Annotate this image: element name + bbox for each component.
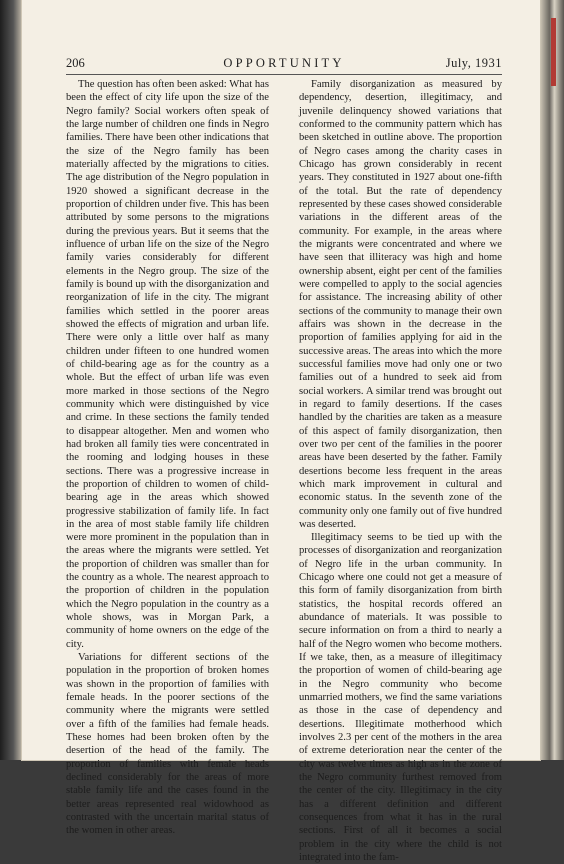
right-page-edges [540,0,564,760]
paragraph: Family disorganization as measured by dependency, desertion, illegitimacy, and juvenile delinquency showed variations that conformed to the community pattern which has been sketched in outline above. The proportion of Negro cases among the charity cases in Chicago has grown considerably in recent years. They constituted in 1927 about one-fifth of the total. But the rate of dependency represented by these cases showed considerable variations in the different areas of the community. For example, in the areas where the migrants were concentrated and where we have seen that illiteracy was high and home ownership absent, eight per cent of the families were compelled to apply to the social agencies for assistance. The increasing ability of other sections of the community to manage their own affairs was shown in the decrease in the proportion of families applying for aid in the successive areas. The areas into which the more successful families move had only one or two families out of a hundred to seek aid from social workers. A similar trend was brought out in regard to family desertions. If the cases handled by the charities are taken as a measure of this aspect of family disorganization, then over two per cent of the families in the poorer areas have been deserted by the father. Family desertions become less frequent in the areas which mark improvement in cultural and economic status. In the seventh zone of the community only one family out of five hundred was deserted. [299,79,502,530]
right-column [299,78,502,864]
paragraph: Illegitimacy seems to be tied up with the processes of disorganization and reorganization of Negro life in the urban community. In Chicago where one could not get a measure of this form of family disorganization from birth statistics, the hospital records offered an abundance of materials. It was possible to secure information on from a third to nearly a half of the Negro women who become mothers. If we take, then, as a measure of illegitimacy the proportion of women of child-bearing age in the Negro community who become unmarried mothers, we find the same variations as those in the case of dependency and desertions. Illegitimate motherhood which involves 2.3 per cent of the mothers in the area of extreme deterioration near the center of the city was twelve times as high as in the zone of the Negro community furthest removed from the center of the city. Illegitimacy in the city has a different definition and different consequences from what it has in the rural sections. First of all it becomes a social problem in the city where the child is not integrated into the fam- [299,532,502,864]
red-bookmark-tab [551,18,556,86]
running-header [66,56,502,72]
journal-title: OPPORTUNITY [223,56,345,70]
page-number: 206 [66,56,85,70]
issue-date: July, 1931 [445,56,502,70]
left-column [66,78,269,838]
book-binding-edge [0,0,22,760]
paragraph: The question has often been asked: What has been the effect of city life upon the size of the Negro family? Social workers often speak of the large number of children one finds in Negro families. There have been other indications that the size of the Negro family has been materially affected by the migrations to cities. The age distribution of the Negro population in 1920 showed a significant decrease in the proportion of children under five. This has been attributed by some persons to the migrations during the previous years. But it seems that the influence of urban life on the size of the Negro family varies considerably for different elements in the Negro group. The size of the family is bound up with the disorganization and reorganization of life in the city. The migrant families which settled in the poorer areas showed the effects of migration and urban life. There were only a little over half as many children under fifteen to one hundred women of child-bearing age as for the country as a whole. But the effect of urban life was even more marked in those sections of the Negro community which were distinguished by vice and crime. In these sections the family tended to disappear altogether. Men and women who had broken all family ties were concentrated in the rooming and lodging houses in these sections. There was a progressive increase in the proportion of children to women of child-bearing age in the areas which showed progressive stabilization of family life. In fact in the area of most stable family life children were more prominent in the population than in the areas where the migrants were settled. Yet the proportion of children was smaller than for the country as a whole. The nearest approach to the proportion of children in the population which the Negro population in the country as a whole shows, was in Morgan Park, a community of home owners on the edge of the city. [66,79,269,650]
header-rule [66,74,502,75]
paragraph: Variations for different sections of the population in the proportion of broken homes was shown in the proportion of families with female heads. In the poorer sections of the community where the migrants were settled over a fifth of the families had female heads. These homes had been broken often by the desertion of the head of the family. The proportion of families with female heads declined considerably for the areas of more stable family life and the cases found in the better areas represented real widowhood as contrasted with the uncertain marital status of the women in other areas. [66,652,269,837]
